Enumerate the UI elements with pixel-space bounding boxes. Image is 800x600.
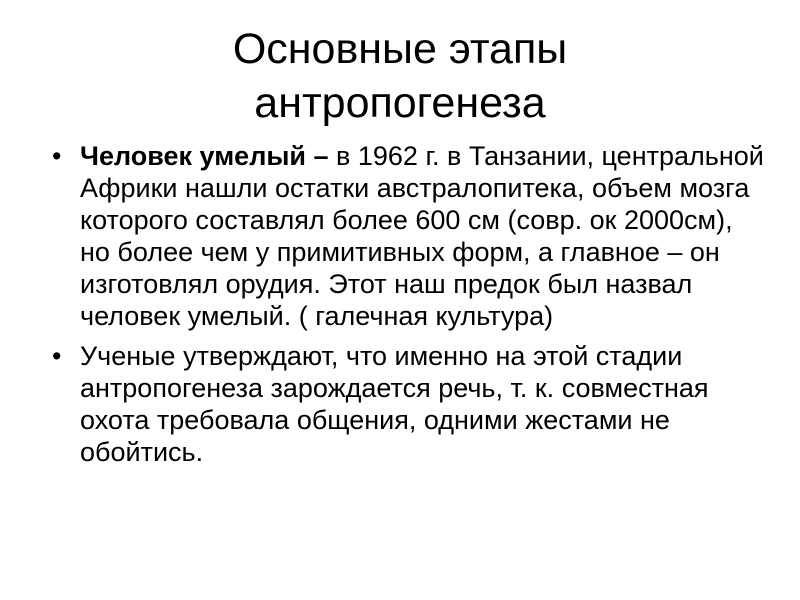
bullet-icon: • (52, 141, 62, 171)
bullet-icon: • (52, 341, 62, 371)
slide-title-line-2: антропогенеза (254, 79, 546, 127)
bullet-list (50, 140, 765, 476)
bullet-term: Человек умелый – (80, 141, 329, 171)
bullet-text: Ученые утверждают, что именно на этой стадии антропогенеза зарождается речь, т. к. совместная охота требовала общения, одними жестами не обойтись. (80, 341, 709, 467)
bullet-item-speech (50, 340, 765, 468)
slide-title (40, 22, 760, 130)
bullet-item-homo-habilis (50, 140, 765, 332)
bullet-text: в 1962 г. в Танзании, центральной Африки нашли остатки австралопитека, объем мозга которого составлял более 600 см (совр. ок 2000см), но более чем у примитивных форм, а главное – он изготовлял орудия. Этот наш предок был назвал человек умелый. ( галечная культура) (80, 141, 764, 331)
slide-title-line-1: Основные этапы (232, 25, 568, 73)
